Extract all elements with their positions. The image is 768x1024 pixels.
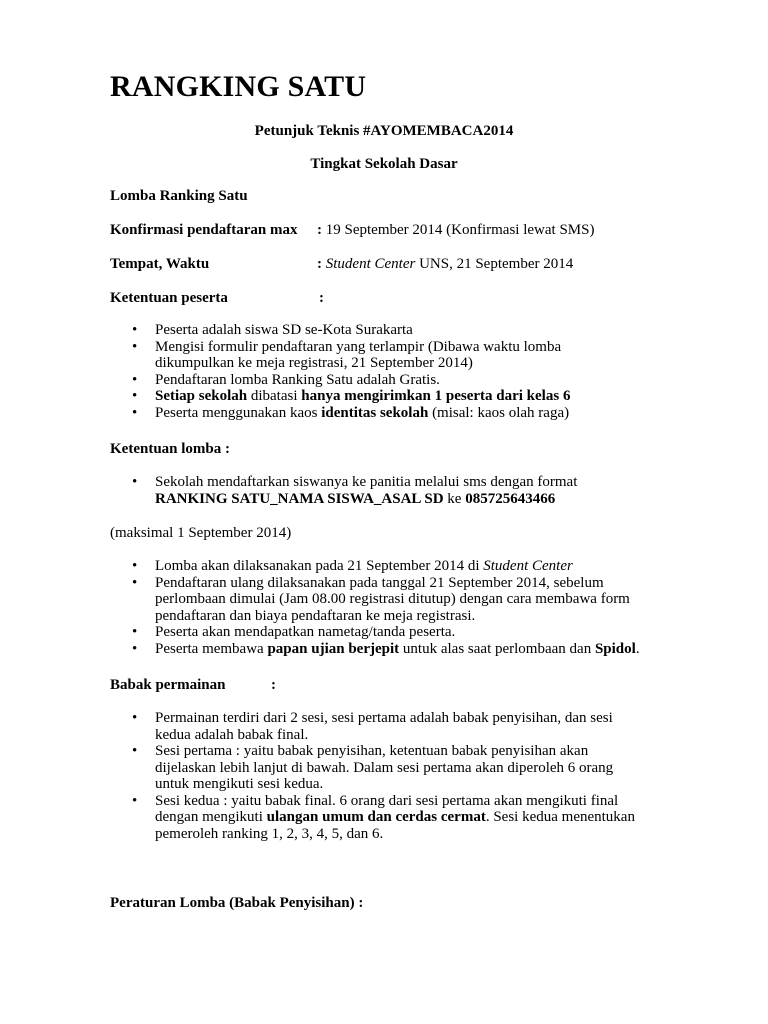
section-lomba-ranking-satu: Lomba Ranking Satu (110, 188, 248, 204)
ketentuan-peserta-list (110, 322, 670, 421)
list-item (110, 710, 670, 743)
list-item (110, 322, 670, 339)
bold-text: identitas sekolah (321, 404, 429, 421)
list-item (110, 405, 670, 422)
ketentuan-lomba-label: Ketentuan lomba : (110, 441, 230, 457)
bold-text: papan ujian berjepit (267, 640, 400, 657)
list-item (110, 474, 670, 507)
list-item-text: Peserta adalah siswa SD se-Kota Surakarta (155, 322, 413, 338)
list-item-text: pemeroleh ranking 1, 2, 3, 4, 5, dan 6. (155, 825, 384, 842)
bullet-icon: • (132, 624, 138, 640)
bullet-icon: • (132, 338, 138, 355)
list-item-text: dibatasi (250, 388, 298, 404)
konfirmasi-label: Konfirmasi pendaftaran max (110, 222, 298, 238)
ketentuan-peserta-label: Ketentuan peserta (110, 290, 228, 306)
list-item (110, 743, 670, 793)
bold-text: Setiap sekolah (155, 388, 248, 404)
konfirmasi-value (317, 221, 594, 239)
list-item-text: Peserta akan mendapatkan nametag/tanda peserta. (155, 624, 456, 640)
list-item-text: Sekolah mendaftarkan siswanya ke panitia melalui sms dengan format (155, 474, 578, 490)
list-item-text: (misal: kaos olah raga) (432, 404, 570, 421)
list-item-text: kedua adalah babak final. (155, 726, 309, 743)
list-item-text: Sesi kedua : yaitu babak final. 6 orang dari sesi pertama akan mengikuti final (155, 792, 619, 809)
tempat-value (317, 255, 573, 273)
bold-text: Spidol (594, 640, 636, 657)
subtitle-juknis: Petunjuk Teknis #AYOMEMBACA2014 (254, 123, 514, 139)
list-item-text: dikumpulkan ke meja registrasi, 21 September 2014) (155, 355, 473, 371)
list-item-text: pendaftaran dan biaya pendaftaran ke meja registrasi. (155, 607, 476, 624)
list-item-text: . Sesi kedua menentukan (485, 809, 635, 825)
sms-format-text: RANKING SATU_NAMA SISWA_ASAL SD (155, 490, 444, 507)
list-item-text: dengan mengikuti (155, 809, 263, 825)
list-item (110, 558, 670, 575)
list-item (110, 793, 670, 843)
bullet-icon: • (132, 322, 138, 338)
list-item-text: Pendaftaran ulang dilaksanakan pada tanggal 21 September 2014, sebelum (155, 574, 604, 591)
list-item (110, 575, 670, 625)
bullet-icon: • (132, 371, 138, 388)
bullet-icon: • (132, 404, 138, 421)
bullet-icon: • (132, 710, 138, 726)
bold-text: ulangan umum dan cerdas cermat (266, 809, 486, 825)
list-item (110, 388, 670, 405)
phone-number: 085725643466 (465, 490, 556, 507)
list-item-text: Lomba akan dilaksanakan pada 21 September 2014 di (155, 558, 480, 574)
tempat-label: Tempat, Waktu (110, 256, 210, 272)
bullet-icon: • (132, 743, 138, 759)
list-item (110, 372, 670, 389)
list-item (110, 339, 670, 372)
bullet-icon: • (132, 574, 138, 591)
bullet-icon: • (132, 558, 138, 574)
list-item-text: dijelaskan lebih lanjut di bawah. Dalam sesi pertama akan diperoleh 6 orang (155, 759, 614, 776)
ketentuan-peserta-colon: : (319, 290, 324, 306)
bullet-icon: • (132, 474, 138, 490)
tempat-venue-italic: Student Center (325, 256, 416, 272)
list-item-text: Peserta membawa (155, 640, 264, 657)
maksimal-note: (maksimal 1 September 2014) (110, 525, 292, 541)
ketentuan-lomba-sms-list (110, 474, 670, 507)
list-item-text: Pendaftaran lomba Ranking Satu adalah Gratis. (155, 371, 440, 388)
ketentuan-lomba-list (110, 558, 670, 657)
tempat-venue-rest: UNS, 21 September 2014 (419, 256, 574, 272)
bold-text: hanya mengirimkan 1 peserta dari kelas 6 (301, 388, 571, 404)
list-item (110, 624, 670, 641)
list-item-text: untuk alas saat perlombaan dan (402, 640, 592, 657)
bullet-icon: • (132, 792, 138, 809)
tempat-colon: : (317, 256, 322, 272)
list-item-text: untuk mengikuti sesi kedua. (155, 776, 324, 792)
bullet-icon: • (132, 640, 138, 657)
list-item-text: Mengisi formulir pendaftaran yang terlampir (Dibawa waktu lomba (155, 338, 562, 355)
list-item-text: perlombaan dimulai (Jam 08.00 registrasi ditutup) dengan cara membawa form (155, 591, 630, 607)
bullet-icon: • (132, 388, 138, 404)
page-title: RANGKING SATU (110, 70, 367, 103)
list-item-line (155, 809, 670, 826)
konfirmasi-date: 19 September 2014 (Konfirmasi lewat SMS) (325, 222, 595, 238)
list-item-text: Peserta menggunakan kaos (155, 404, 318, 421)
list-item-text: ke (447, 490, 462, 507)
list-item-text: . (635, 640, 640, 657)
italic-text: Student Center (483, 558, 573, 574)
subtitle-tingkat: Tingkat Sekolah Dasar (310, 156, 458, 172)
konfirmasi-colon: : (317, 222, 322, 238)
list-item-text: Sesi pertama : yaitu babak penyisihan, ketentuan babak penyisihan akan (155, 743, 589, 759)
list-item-text: Permainan terdiri dari 2 sesi, sesi pertama adalah babak penyisihan, dan sesi (155, 710, 613, 726)
babak-permainan-label: Babak permainan (110, 677, 226, 693)
babak-permainan-list (110, 710, 670, 842)
babak-permainan-colon: : (271, 677, 276, 693)
peraturan-lomba-heading: Peraturan Lomba (Babak Penyisihan) : (110, 895, 364, 911)
sms-format-line (155, 491, 670, 508)
list-item (110, 641, 670, 658)
